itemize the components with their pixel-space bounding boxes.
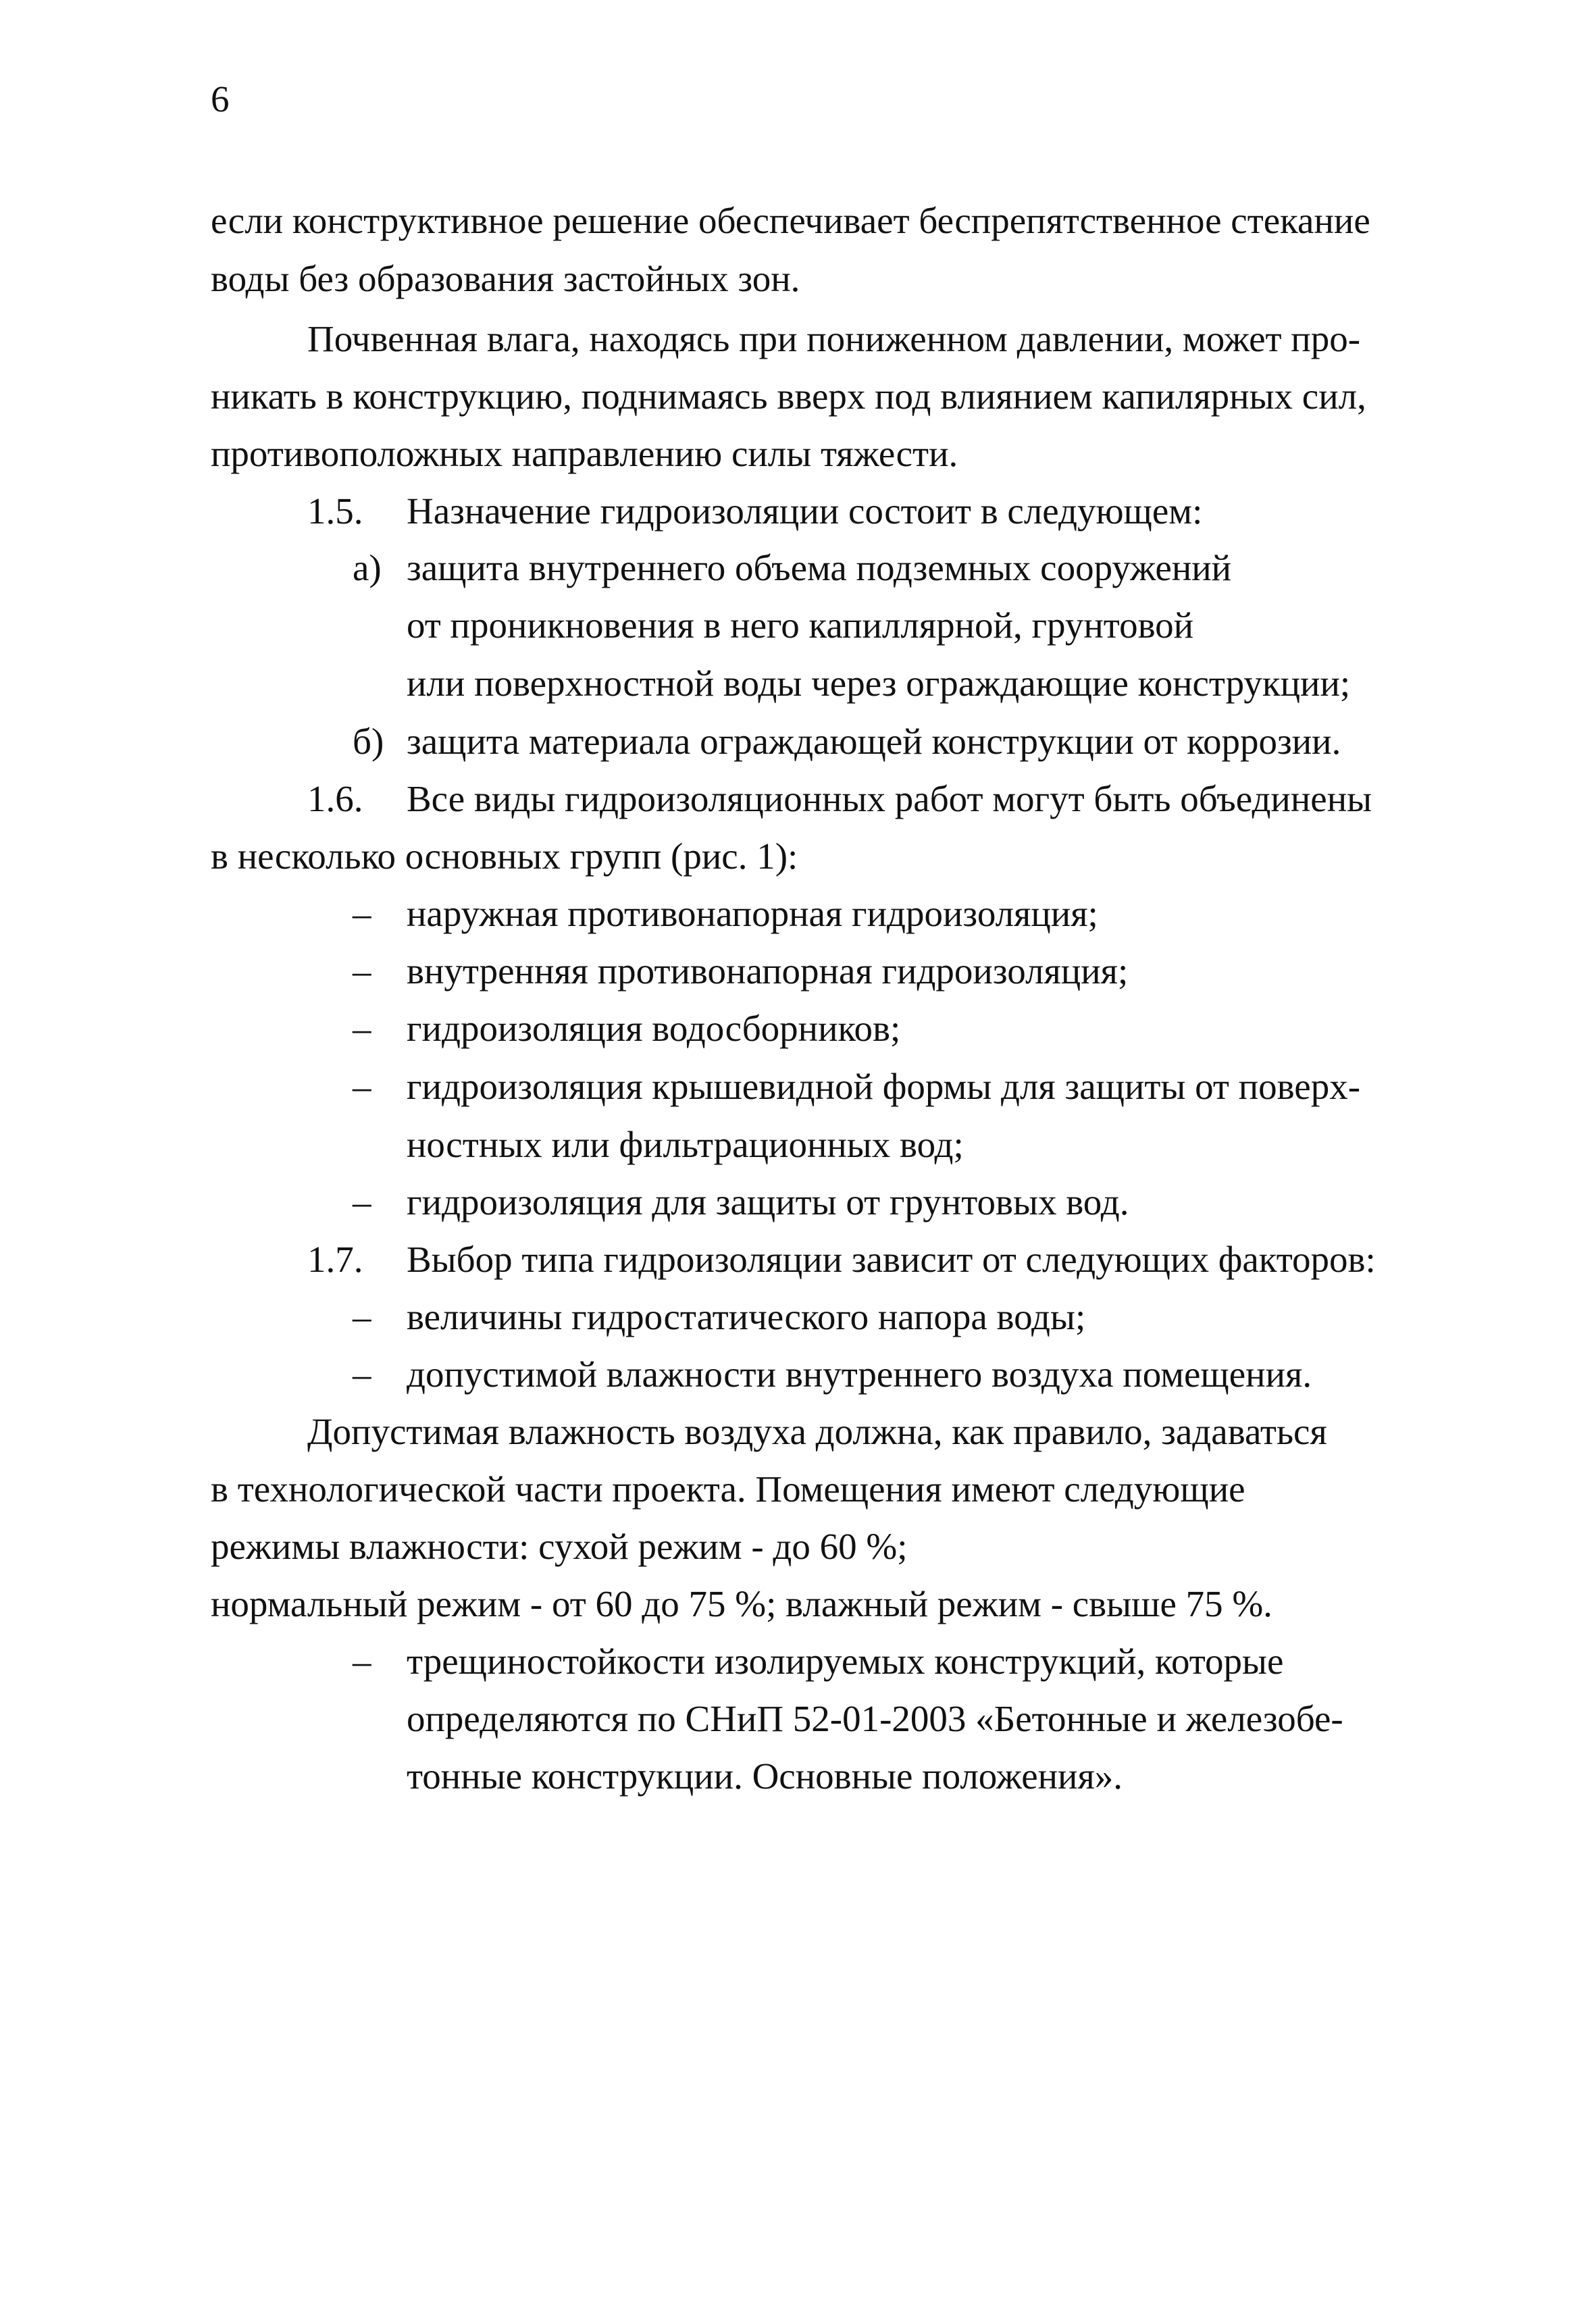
text-line: никать в конструкцию, поднимаясь вверх под влиянием капилярных сил, <box>211 376 1366 417</box>
text-line: в технологической части проекта. Помещения имеют следующие <box>211 1468 1245 1510</box>
list-item-line: гидроизоляция водосборников; <box>407 1008 901 1049</box>
list-dash: – <box>353 950 371 992</box>
list-item-line: определяются по СНиП 52-01-2003 «Бетонные и железобе- <box>407 1698 1343 1739</box>
list-marker-b: б) <box>353 721 384 762</box>
list-item-line: или поверхностной воды через ограждающие конструкции; <box>407 663 1351 704</box>
list-item-line: трещиностойкости изолируемых конструкций, которые <box>407 1641 1284 1682</box>
list-dash: – <box>353 1641 371 1682</box>
list-item-line: гидроизоляция для защиты от грунтовых вод. <box>407 1181 1129 1223</box>
text-line: если конструктивное решение обеспечивает беспрепятственное стекание <box>211 200 1370 241</box>
list-dash: – <box>353 893 371 934</box>
list-item-line: от проникновения в него капиллярной, грунтовой <box>407 605 1194 646</box>
text-line: в несколько основных групп (рис. 1): <box>211 835 798 877</box>
list-dash: – <box>353 1296 371 1337</box>
section-heading-line: Все виды гидроизоляционных работ могут быть объединены <box>407 778 1372 819</box>
list-item-line: ностных или фильтрационных вод; <box>407 1124 964 1165</box>
list-dash: – <box>353 1066 371 1107</box>
list-item-line: защита внутреннего объема подземных сооружений <box>407 547 1232 588</box>
list-item-line: допустимой влажности внутреннего воздуха помещения. <box>407 1354 1312 1395</box>
list-item-line: тонные конструкции. Основные положения». <box>407 1755 1123 1797</box>
section-number-1-7: 1.7. <box>307 1239 363 1280</box>
list-item-line: гидроизоляция крышевидной формы для защиты от поверх- <box>407 1066 1361 1107</box>
list-dash: – <box>353 1181 371 1223</box>
list-dash: – <box>353 1008 371 1049</box>
list-marker-a: а) <box>353 547 382 588</box>
text-line: воды без образования застойных зон. <box>211 258 800 299</box>
list-item-line: защита материала ограждающей конструкции от коррозии. <box>407 721 1341 762</box>
section-heading-line: Назначение гидроизоляции состоит в следующем: <box>407 490 1203 532</box>
list-dash: – <box>353 1354 371 1395</box>
list-item-line: величины гидростатического напора воды; <box>407 1296 1086 1337</box>
list-item-line: наружная противонапорная гидроизоляция; <box>407 893 1098 934</box>
section-number-1-5: 1.5. <box>307 490 363 532</box>
paragraph-start-line: Почвенная влага, находясь при пониженном давлении, может про- <box>307 318 1361 359</box>
text-line: режимы влажности: сухой режим - до 60 %; <box>211 1526 908 1567</box>
list-item-line: внутренняя противонапорная гидроизоляция; <box>407 950 1129 992</box>
page-number: 6 <box>211 78 230 120</box>
section-heading-line: Выбор типа гидроизоляции зависит от следующих факторов: <box>407 1239 1376 1280</box>
section-number-1-6: 1.6. <box>307 778 363 819</box>
paragraph-start-line: Допустимая влажность воздуха должна, как правило, задаваться <box>307 1411 1327 1452</box>
text-line: нормальный режим - от 60 до 75 %; влажный режим - свыше 75 %. <box>211 1583 1272 1624</box>
text-line: противоположных направлению силы тяжести. <box>211 433 958 474</box>
